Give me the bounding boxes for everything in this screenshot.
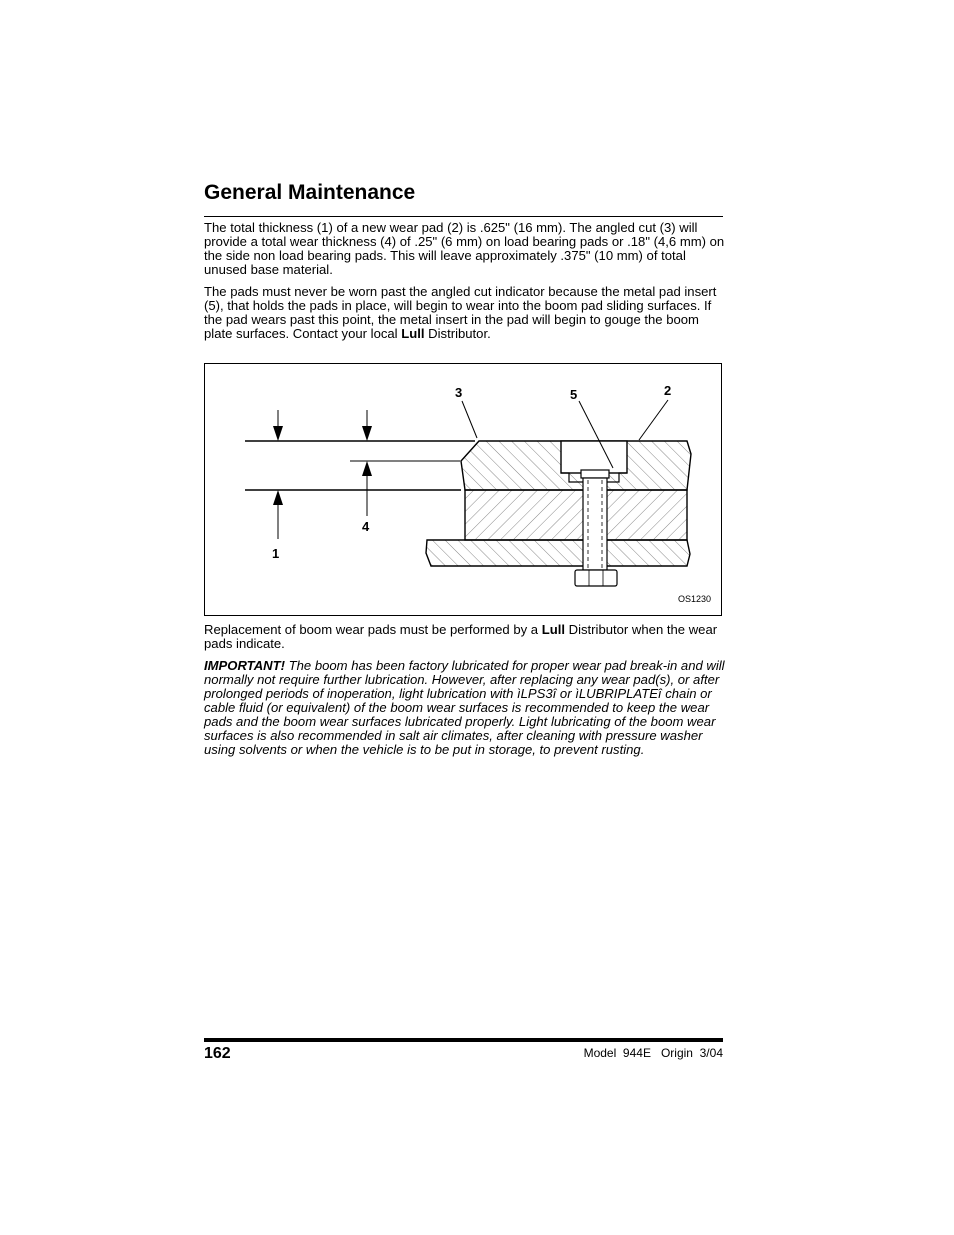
- important-note: [204, 659, 726, 757]
- callout-3: 3: [455, 385, 463, 400]
- page-title: General Maintenance: [204, 181, 416, 204]
- wear-pad-diagram: [204, 363, 722, 616]
- paragraph-text: Distributor when the wear pads indicate.: [204, 622, 718, 651]
- paragraph-wear-limit: [204, 285, 726, 341]
- boom-plate: [426, 540, 690, 566]
- figure-code: OS1230: [678, 594, 712, 604]
- footer-divider: [204, 1038, 723, 1042]
- paragraph-wear-thickness: The total thickness (1) of a new wear pad (2) is .625" (16 mm). The angled cut (3) will provide a total wear thickness (4) of .25" (6 mm) on load bearing pads or .18" (4,6 mm) on the side non load bearing pads. This will leave approximately .375" (10 mm) of total unused base material.: [204, 220, 725, 277]
- paragraph-text: Replacement of boom wear pads must be performed by a: [204, 622, 542, 637]
- wear-pad-drawing: [205, 364, 721, 615]
- paragraph-text: The pads must never be worn past the angled cut indicator because the metal pad insert (5), that holds the pads in place, will begin to wear into the boom pad sliding surfaces. If the pad wears past this point, the metal insert in the pad will begin to gouge the boom plate surfaces. Contact your local: [204, 284, 717, 341]
- callout-4: 4: [362, 519, 370, 534]
- paragraph-replacement: [204, 623, 726, 651]
- callout-5: 5: [570, 387, 578, 402]
- title-divider: [204, 216, 723, 217]
- wear-pad-base: [465, 490, 687, 540]
- callout-1: 1: [272, 546, 280, 561]
- callout-2: 2: [664, 383, 672, 398]
- important-label: IMPORTANT!: [204, 658, 285, 673]
- paragraph-text: Distributor.: [424, 326, 491, 341]
- model-origin: Model 944E Origin 3/04: [583, 1046, 723, 1060]
- dimension-lines: [245, 410, 475, 539]
- brand-name: Lull: [401, 326, 425, 341]
- brand-name: Lull: [541, 622, 565, 637]
- page-number: 162: [204, 1045, 231, 1062]
- important-text: The boom has been factory lubricated for proper wear pad break-in and will normally not require further lubrication. However, after replacing any wear pad(s), or after prolonged periods of inoperation, light lubrication with ìLPS3î or ìLUBRIPLATEî chain or cable fluid (or equivalent) of the boom wear surfaces is recommended to keep the wear pads and the boom wear surfaces lubricated properly. Light lubricating of the boom wear surfaces is also recommended in salt air climates, after cleaning with pressure washer using solvents or when the vehicle is to be put in storage, to prevent rusting.: [204, 658, 725, 757]
